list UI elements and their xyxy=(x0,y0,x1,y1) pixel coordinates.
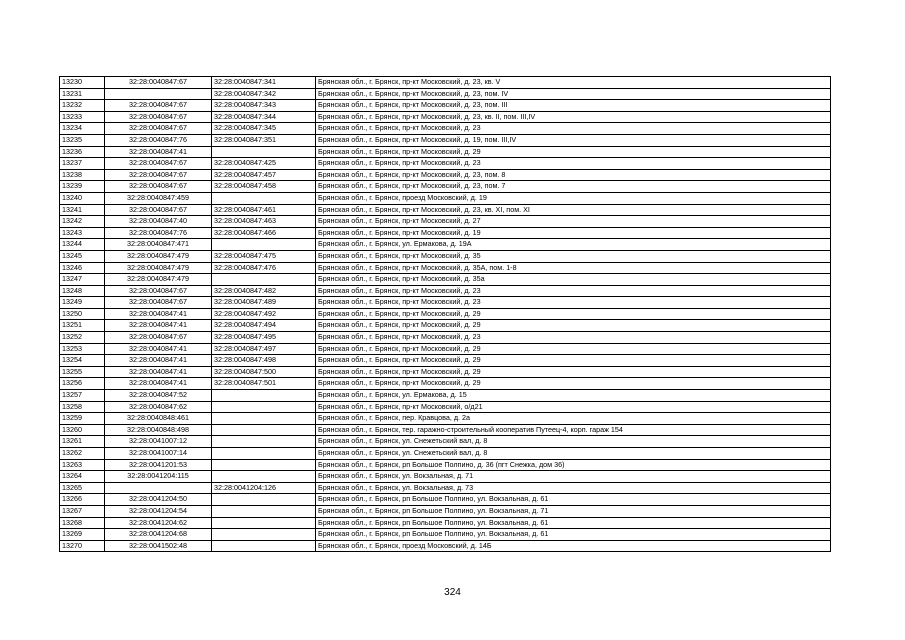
row-number-cell: 13262 xyxy=(60,448,105,460)
address-cell: Брянская обл., г. Брянск, тер. гаражно-строительный кооператив Путеец-4, корп. гараж 154 xyxy=(316,424,831,436)
table-row xyxy=(60,274,831,286)
cadastral-number-cell: 32:28:0040847:41 xyxy=(105,343,212,355)
cadastral-number-cell: 32:28:0041204:115 xyxy=(105,471,212,483)
object-number-cell: 32:28:0040847:475 xyxy=(212,250,316,262)
table-row xyxy=(60,297,831,309)
address-cell: Брянская обл., г. Брянск, ул. Снежетьский вал, д. 8 xyxy=(316,448,831,460)
row-number-cell: 13235 xyxy=(60,134,105,146)
table-row xyxy=(60,448,831,460)
table-row xyxy=(60,378,831,390)
address-cell: Брянская обл., г. Брянск, рп Большое Полпино, ул. Вокзальная, д. 61 xyxy=(316,529,831,541)
row-number-cell: 13256 xyxy=(60,378,105,390)
object-number-cell xyxy=(212,540,316,552)
row-number-cell: 13267 xyxy=(60,505,105,517)
address-cell: Брянская обл., г. Брянск, рп Большое Полпино, ул. Вокзальная, д. 61 xyxy=(316,517,831,529)
row-number-cell: 13236 xyxy=(60,146,105,158)
address-cell: Брянская обл., г. Брянск, пр-кт Московский, д. 23, пом. 8 xyxy=(316,169,831,181)
object-number-cell: 32:28:0040847:461 xyxy=(212,204,316,216)
address-cell: Брянская обл., г. Брянск, пр-кт Московский, д. 23, пом. IV xyxy=(316,88,831,100)
object-number-cell: 32:28:0041204:126 xyxy=(212,482,316,494)
table-row xyxy=(60,123,831,135)
object-number-cell xyxy=(212,146,316,158)
registry-table xyxy=(59,76,831,552)
row-number-cell: 13242 xyxy=(60,216,105,228)
object-number-cell: 32:28:0040847:495 xyxy=(212,332,316,344)
address-cell: Брянская обл., г. Брянск, пр-кт Московский, д. 23, кв. XI, пом. XI xyxy=(316,204,831,216)
table-row xyxy=(60,111,831,123)
address-cell: Брянская обл., г. Брянск, рп Большое Полпино, ул. Вокзальная, д. 61 xyxy=(316,494,831,506)
table-row xyxy=(60,482,831,494)
object-number-cell xyxy=(212,239,316,251)
cadastral-number-cell: 32:28:0040847:41 xyxy=(105,355,212,367)
table-row xyxy=(60,204,831,216)
row-number-cell: 13266 xyxy=(60,494,105,506)
row-number-cell: 13234 xyxy=(60,123,105,135)
table-row xyxy=(60,262,831,274)
page-number: 324 xyxy=(444,587,461,598)
table-row xyxy=(60,459,831,471)
object-number-cell xyxy=(212,517,316,529)
row-number-cell: 13260 xyxy=(60,424,105,436)
row-number-cell: 13254 xyxy=(60,355,105,367)
object-number-cell: 32:28:0040847:463 xyxy=(212,216,316,228)
row-number-cell: 13244 xyxy=(60,239,105,251)
row-number-cell: 13258 xyxy=(60,401,105,413)
address-cell: Брянская обл., г. Брянск, ул. Ермакова, д. 15 xyxy=(316,390,831,402)
object-number-cell: 32:28:0040847:342 xyxy=(212,88,316,100)
row-number-cell: 13241 xyxy=(60,204,105,216)
object-number-cell xyxy=(212,471,316,483)
address-cell: Брянская обл., г. Брянск, пр-кт Московский, д. 23 xyxy=(316,297,831,309)
address-cell: Брянская обл., г. Брянск, рп Большое Полпино, ул. Вокзальная, д. 71 xyxy=(316,505,831,517)
address-cell: Брянская обл., г. Брянск, пр-кт Московский, д. 29 xyxy=(316,343,831,355)
address-cell: Брянская обл., г. Брянск, пр-кт Московский, д. 29 xyxy=(316,320,831,332)
cadastral-number-cell: 32:28:0040847:67 xyxy=(105,111,212,123)
object-number-cell: 32:28:0040847:458 xyxy=(212,181,316,193)
row-number-cell: 13243 xyxy=(60,227,105,239)
address-cell: Брянская обл., г. Брянск, рп Большое Полпино, д. 36 (пгт Снежка, дом 36) xyxy=(316,459,831,471)
cadastral-number-cell: 32:28:0040847:40 xyxy=(105,216,212,228)
object-number-cell xyxy=(212,274,316,286)
cadastral-number-cell: 32:28:0040847:67 xyxy=(105,158,212,170)
object-number-cell: 32:28:0040847:344 xyxy=(212,111,316,123)
cadastral-number-cell: 32:28:0040847:67 xyxy=(105,285,212,297)
object-number-cell: 32:28:0040847:343 xyxy=(212,100,316,112)
table-row xyxy=(60,134,831,146)
table-row xyxy=(60,390,831,402)
object-number-cell: 32:28:0040847:351 xyxy=(212,134,316,146)
address-cell: Брянская обл., г. Брянск, проезд Московский, д. 14Б xyxy=(316,540,831,552)
table-row xyxy=(60,158,831,170)
object-number-cell: 32:28:0040847:425 xyxy=(212,158,316,170)
table-row xyxy=(60,169,831,181)
table-row xyxy=(60,181,831,193)
row-number-cell: 13232 xyxy=(60,100,105,112)
table-row xyxy=(60,401,831,413)
row-number-cell: 13268 xyxy=(60,517,105,529)
row-number-cell: 13237 xyxy=(60,158,105,170)
address-cell: Брянская обл., г. Брянск, пр-кт Московский, д. 23 xyxy=(316,332,831,344)
table-row xyxy=(60,88,831,100)
table-row xyxy=(60,413,831,425)
row-number-cell: 13263 xyxy=(60,459,105,471)
cadastral-number-cell: 32:28:0040847:67 xyxy=(105,100,212,112)
row-number-cell: 13265 xyxy=(60,482,105,494)
address-cell: Брянская обл., г. Брянск, пер. Кравцова, д. 2а xyxy=(316,413,831,425)
object-number-cell: 32:28:0040847:500 xyxy=(212,366,316,378)
address-cell: Брянская обл., г. Брянск, пр-кт Московский, д. 23 xyxy=(316,285,831,297)
object-number-cell xyxy=(212,529,316,541)
table-row xyxy=(60,308,831,320)
object-number-cell: 32:28:0040847:489 xyxy=(212,297,316,309)
address-cell: Брянская обл., г. Брянск, пр-кт Московский, д. 23, кв. II, пом. III,IV xyxy=(316,111,831,123)
address-cell: Брянская обл., г. Брянск, пр-кт Московский, д. 35 xyxy=(316,250,831,262)
cadastral-number-cell: 32:28:0041007:14 xyxy=(105,448,212,460)
cadastral-number-cell: 32:28:0041201:53 xyxy=(105,459,212,471)
row-number-cell: 13252 xyxy=(60,332,105,344)
table-row xyxy=(60,285,831,297)
cadastral-number-cell: 32:28:0040847:41 xyxy=(105,146,212,158)
object-number-cell: 32:28:0040847:501 xyxy=(212,378,316,390)
row-number-cell: 13251 xyxy=(60,320,105,332)
cadastral-number-cell: 32:28:0040847:41 xyxy=(105,366,212,378)
cadastral-number-cell: 32:28:0041007:12 xyxy=(105,436,212,448)
table-row xyxy=(60,77,831,89)
object-number-cell: 32:28:0040847:457 xyxy=(212,169,316,181)
table-row xyxy=(60,529,831,541)
object-number-cell xyxy=(212,401,316,413)
address-cell: Брянская обл., г. Брянск, пр-кт Московский, д. 23 xyxy=(316,123,831,135)
cadastral-number-cell: 32:28:0040847:76 xyxy=(105,134,212,146)
cadastral-number-cell: 32:28:0040848:498 xyxy=(105,424,212,436)
address-cell: Брянская обл., г. Брянск, пр-кт Московский, д. 29 xyxy=(316,366,831,378)
row-number-cell: 13269 xyxy=(60,529,105,541)
table-row xyxy=(60,424,831,436)
table-row xyxy=(60,192,831,204)
row-number-cell: 13246 xyxy=(60,262,105,274)
row-number-cell: 13239 xyxy=(60,181,105,193)
address-cell: Брянская обл., г. Брянск, проезд Московский, д. 19 xyxy=(316,192,831,204)
object-number-cell xyxy=(212,448,316,460)
address-cell: Брянская обл., г. Брянск, пр-кт Московский, д. 23 xyxy=(316,158,831,170)
table-row xyxy=(60,343,831,355)
table-row xyxy=(60,366,831,378)
object-number-cell: 32:28:0040847:476 xyxy=(212,262,316,274)
cadastral-number-cell xyxy=(105,88,212,100)
row-number-cell: 13230 xyxy=(60,77,105,89)
object-number-cell xyxy=(212,413,316,425)
object-number-cell: 32:28:0040847:498 xyxy=(212,355,316,367)
row-number-cell: 13259 xyxy=(60,413,105,425)
address-cell: Брянская обл., г. Брянск, пр-кт Московский, д. 23, пом. III xyxy=(316,100,831,112)
table-row xyxy=(60,100,831,112)
table-row xyxy=(60,471,831,483)
table-row xyxy=(60,216,831,228)
cadastral-number-cell: 32:28:0040847:479 xyxy=(105,274,212,286)
row-number-cell: 13253 xyxy=(60,343,105,355)
object-number-cell xyxy=(212,436,316,448)
table-row xyxy=(60,146,831,158)
cadastral-number-cell: 32:28:0040847:52 xyxy=(105,390,212,402)
address-cell: Брянская обл., г. Брянск, пр-кт Московский, д. 35А, пом. 1-8 xyxy=(316,262,831,274)
row-number-cell: 13240 xyxy=(60,192,105,204)
table-row xyxy=(60,436,831,448)
object-number-cell: 32:28:0040847:345 xyxy=(212,123,316,135)
row-number-cell: 13245 xyxy=(60,250,105,262)
table-row xyxy=(60,505,831,517)
cadastral-number-cell: 32:28:0041204:62 xyxy=(105,517,212,529)
cadastral-number-cell: 32:28:0040847:459 xyxy=(105,192,212,204)
cadastral-number-cell: 32:28:0041502:48 xyxy=(105,540,212,552)
address-cell: Брянская обл., г. Брянск, ул. Вокзальная, д. 71 xyxy=(316,471,831,483)
cadastral-number-cell: 32:28:0040847:67 xyxy=(105,77,212,89)
object-number-cell xyxy=(212,505,316,517)
cadastral-number-cell: 32:28:0041204:54 xyxy=(105,505,212,517)
object-number-cell: 32:28:0040847:492 xyxy=(212,308,316,320)
address-cell: Брянская обл., г. Брянск, ул. Снежетьский вал, д. 8 xyxy=(316,436,831,448)
row-number-cell: 13255 xyxy=(60,366,105,378)
row-number-cell: 13270 xyxy=(60,540,105,552)
cadastral-number-cell: 32:28:0040847:67 xyxy=(105,181,212,193)
cadastral-number-cell: 32:28:0040847:67 xyxy=(105,169,212,181)
cadastral-number-cell: 32:28:0040847:479 xyxy=(105,262,212,274)
cadastral-number-cell: 32:28:0041204:50 xyxy=(105,494,212,506)
table-row xyxy=(60,517,831,529)
cadastral-number-cell: 32:28:0040847:67 xyxy=(105,123,212,135)
object-number-cell xyxy=(212,390,316,402)
address-cell: Брянская обл., г. Брянск, ул. Ермакова, д. 19А xyxy=(316,239,831,251)
object-number-cell: 32:28:0040847:466 xyxy=(212,227,316,239)
address-cell: Брянская обл., г. Брянск, пр-кт Московский, д. 29 xyxy=(316,355,831,367)
cadastral-number-cell: 32:28:0040848:461 xyxy=(105,413,212,425)
cadastral-number-cell: 32:28:0040847:41 xyxy=(105,308,212,320)
row-number-cell: 13238 xyxy=(60,169,105,181)
table-row xyxy=(60,320,831,332)
table-row xyxy=(60,227,831,239)
address-cell: Брянская обл., г. Брянск, пр-кт Московский, д. 27 xyxy=(316,216,831,228)
row-number-cell: 13250 xyxy=(60,308,105,320)
address-cell: Брянская обл., г. Брянск, пр-кт Московский, д. 19, пом. III,IV xyxy=(316,134,831,146)
address-cell: Брянская обл., г. Брянск, пр-кт Московский, д. 19 xyxy=(316,227,831,239)
cadastral-number-cell: 32:28:0040847:62 xyxy=(105,401,212,413)
object-number-cell xyxy=(212,459,316,471)
row-number-cell: 13231 xyxy=(60,88,105,100)
cadastral-number-cell: 32:28:0040847:76 xyxy=(105,227,212,239)
row-number-cell: 13249 xyxy=(60,297,105,309)
object-number-cell: 32:28:0040847:482 xyxy=(212,285,316,297)
cadastral-number-cell: 32:28:0040847:67 xyxy=(105,204,212,216)
row-number-cell: 13247 xyxy=(60,274,105,286)
address-cell: Брянская обл., г. Брянск, пр-кт Московский, о/д21 xyxy=(316,401,831,413)
cadastral-number-cell xyxy=(105,482,212,494)
cadastral-number-cell: 32:28:0040847:41 xyxy=(105,378,212,390)
table-row xyxy=(60,250,831,262)
row-number-cell: 13264 xyxy=(60,471,105,483)
cadastral-number-cell: 32:28:0041204:68 xyxy=(105,529,212,541)
cadastral-number-cell: 32:28:0040847:479 xyxy=(105,250,212,262)
table-row xyxy=(60,540,831,552)
cadastral-number-cell: 32:28:0040847:67 xyxy=(105,297,212,309)
table-row xyxy=(60,239,831,251)
object-number-cell: 32:28:0040847:494 xyxy=(212,320,316,332)
row-number-cell: 13248 xyxy=(60,285,105,297)
address-cell: Брянская обл., г. Брянск, ул. Вокзальная, д. 73 xyxy=(316,482,831,494)
object-number-cell xyxy=(212,424,316,436)
address-cell: Брянская обл., г. Брянск, пр-кт Московский, д. 23, кв. V xyxy=(316,77,831,89)
cadastral-number-cell: 32:28:0040847:67 xyxy=(105,332,212,344)
object-number-cell: 32:28:0040847:341 xyxy=(212,77,316,89)
address-cell: Брянская обл., г. Брянск, пр-кт Московский, д. 29 xyxy=(316,378,831,390)
object-number-cell xyxy=(212,192,316,204)
object-number-cell: 32:28:0040847:497 xyxy=(212,343,316,355)
address-cell: Брянская обл., г. Брянск, пр-кт Московский, д. 29 xyxy=(316,308,831,320)
table-row xyxy=(60,332,831,344)
address-cell: Брянская обл., г. Брянск, пр-кт Московский, д. 29 xyxy=(316,146,831,158)
row-number-cell: 13261 xyxy=(60,436,105,448)
address-cell: Брянская обл., г. Брянск, пр-кт Московский, д. 35а xyxy=(316,274,831,286)
table-row xyxy=(60,355,831,367)
address-cell: Брянская обл., г. Брянск, пр-кт Московский, д. 23, пом. 7 xyxy=(316,181,831,193)
cadastral-number-cell: 32:28:0040847:41 xyxy=(105,320,212,332)
row-number-cell: 13233 xyxy=(60,111,105,123)
registry-table-body xyxy=(60,77,831,552)
table-row xyxy=(60,494,831,506)
row-number-cell: 13257 xyxy=(60,390,105,402)
object-number-cell xyxy=(212,494,316,506)
cadastral-number-cell: 32:28:0040847:471 xyxy=(105,239,212,251)
